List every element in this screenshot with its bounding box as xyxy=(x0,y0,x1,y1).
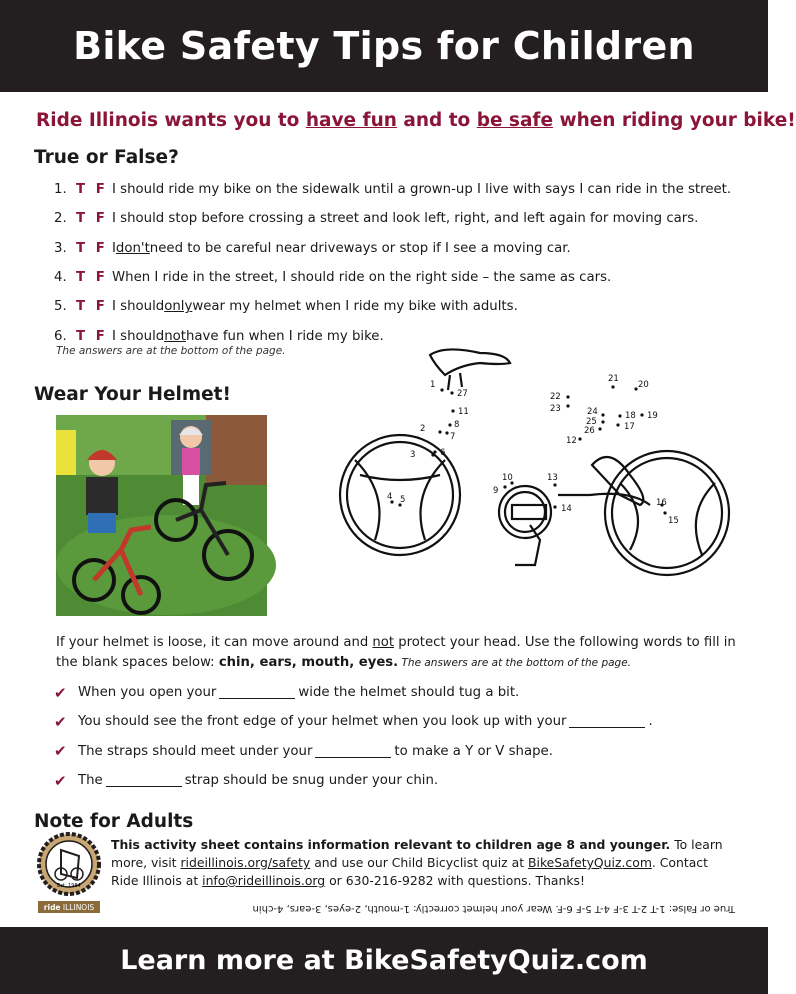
tf-choice[interactable]: T F xyxy=(76,299,108,315)
dot-number: 5 xyxy=(400,495,406,505)
dot-number: 19 xyxy=(647,411,658,421)
tagline: Ride Illinois wants you to have fun and to be safe when riding your bike! xyxy=(36,110,796,131)
children-bikes-photo xyxy=(56,415,267,616)
checkmark-icon: ✔ xyxy=(54,683,67,702)
answers-note: The answers are at the bottom of the page. xyxy=(56,345,286,357)
dot-number: 23 xyxy=(550,404,561,414)
tf-choice[interactable]: T F xyxy=(76,270,108,286)
dot-number: 16 xyxy=(656,498,667,508)
svg-text:Est. 1984: Est. 1984 xyxy=(57,883,81,889)
checkmark-icon: ✔ xyxy=(54,712,67,731)
footer-bar xyxy=(0,927,768,994)
dot-number: 18 xyxy=(625,411,636,421)
adults-note: This activity sheet contains information relevant to children age 8 and younger. To learn more, visit rideillinois.org/safety and use our Child Bicyclist quiz at BikeSafetyQuiz.com. Contact Ride Illinois at info@rideillinois.org or 630-216-9282 with questions. Thanks! xyxy=(111,837,723,888)
dot-number: 2 xyxy=(420,424,426,434)
dot-number: 24 xyxy=(587,407,598,417)
dot-number: 13 xyxy=(547,473,558,483)
true-false-list xyxy=(54,175,754,351)
dot-number: 15 xyxy=(668,516,679,526)
helmet-instructions: If your helmet is loose, it can move around and not protect your head. Use the following words to fill in the blank spaces below: chin, ears, mouth, eyes. The answers are at the bottom of the page. xyxy=(56,635,736,670)
tf-choice[interactable]: T F xyxy=(76,328,108,344)
blank-line[interactable] xyxy=(315,745,391,758)
tf-choice[interactable]: T F xyxy=(76,211,108,227)
dot-to-dot-bike xyxy=(330,335,750,575)
dot-number: 6 xyxy=(440,448,446,458)
tagline-have-fun: have fun xyxy=(305,110,397,131)
page-title: Bike Safety Tips for Children xyxy=(73,24,695,68)
tf-item: 2. T F I should stop before crossing a street and look left, right, and left again for moving cars. xyxy=(54,211,699,227)
safety-link[interactable]: rideillinois.org/safety xyxy=(180,855,311,870)
upside-down-answers: True or False: 1-T 2-T 3-F 4-T 5-F 6-F. Wear your helmet correctly: 1-mouth, 2-eyes, 3-ears, 4-chin xyxy=(252,903,735,914)
dot-number: 20 xyxy=(638,380,649,390)
dot-number: 7 xyxy=(450,432,456,442)
blank-line[interactable] xyxy=(106,774,182,787)
dot-number: 17 xyxy=(624,422,635,432)
tf-item: 4. T F When I ride in the street, I should ride on the right side – the same as cars. xyxy=(54,270,612,286)
dot-number: 22 xyxy=(550,392,561,402)
header-bar xyxy=(0,0,768,92)
quiz-link[interactable]: BikeSafetyQuiz.com xyxy=(528,855,652,870)
fill-in-item: ✔ You should see the front edge of your helmet when you look up with your . xyxy=(54,712,653,731)
tf-item: 6. T F I should not have fun when I ride my bike. xyxy=(54,328,384,344)
tf-item: 1. T F I should ride my bike on the sidewalk until a grown-up I live with says I can ride in the street. xyxy=(54,182,732,198)
dot-number: 9 xyxy=(493,486,499,496)
blank-line[interactable] xyxy=(219,686,295,699)
dot-number: 4 xyxy=(387,492,393,502)
dot-number: 26 xyxy=(584,426,595,436)
fill-in-item: ✔ When you open your wide the helmet should tug a bit. xyxy=(54,683,520,702)
tagline-be-safe: be safe xyxy=(476,110,554,131)
email-link[interactable]: info@rideillinois.org xyxy=(202,873,326,888)
footer-text: Learn more at BikeSafetyQuiz.com xyxy=(120,945,648,976)
dot-number: 11 xyxy=(458,407,469,417)
tf-choice[interactable]: T F xyxy=(76,182,108,198)
dot-number: 3 xyxy=(410,450,416,460)
dot-number: 25 xyxy=(586,417,597,427)
helmet-heading: Wear Your Helmet! xyxy=(34,384,231,405)
checkmark-icon: ✔ xyxy=(54,771,67,790)
dot-number: 12 xyxy=(566,436,577,446)
adults-heading: Note for Adults xyxy=(34,811,194,832)
helmet-fill-in-list xyxy=(54,678,653,795)
dot-number: 21 xyxy=(608,374,619,384)
checkmark-icon: ✔ xyxy=(54,742,67,761)
dot-number: 10 xyxy=(502,473,513,483)
ride-illinois-logo xyxy=(37,832,101,916)
blank-line[interactable] xyxy=(569,715,645,728)
tf-item: 5. T F I should only wear my helmet when I ride my bike with adults. xyxy=(54,299,518,315)
dot-number: 14 xyxy=(561,504,572,514)
fill-in-item: ✔ The strap should be snug under your chin. xyxy=(54,771,439,790)
word-bank: chin, ears, mouth, eyes. xyxy=(218,655,399,670)
dot-number: 27 xyxy=(457,389,468,399)
fill-in-item: ✔ The straps should meet under your to make a Y or V shape. xyxy=(54,742,553,761)
svg-text:ride ILLINOIS: ride ILLINOIS xyxy=(43,903,95,912)
true-false-heading: True or False? xyxy=(34,147,179,168)
tf-item: 3. T F I don't need to be careful near driveways or stop if I see a moving car. xyxy=(54,240,571,256)
dot-number: 1 xyxy=(430,380,436,390)
dot-number: 8 xyxy=(454,420,460,430)
tf-choice[interactable]: T F xyxy=(76,240,108,256)
